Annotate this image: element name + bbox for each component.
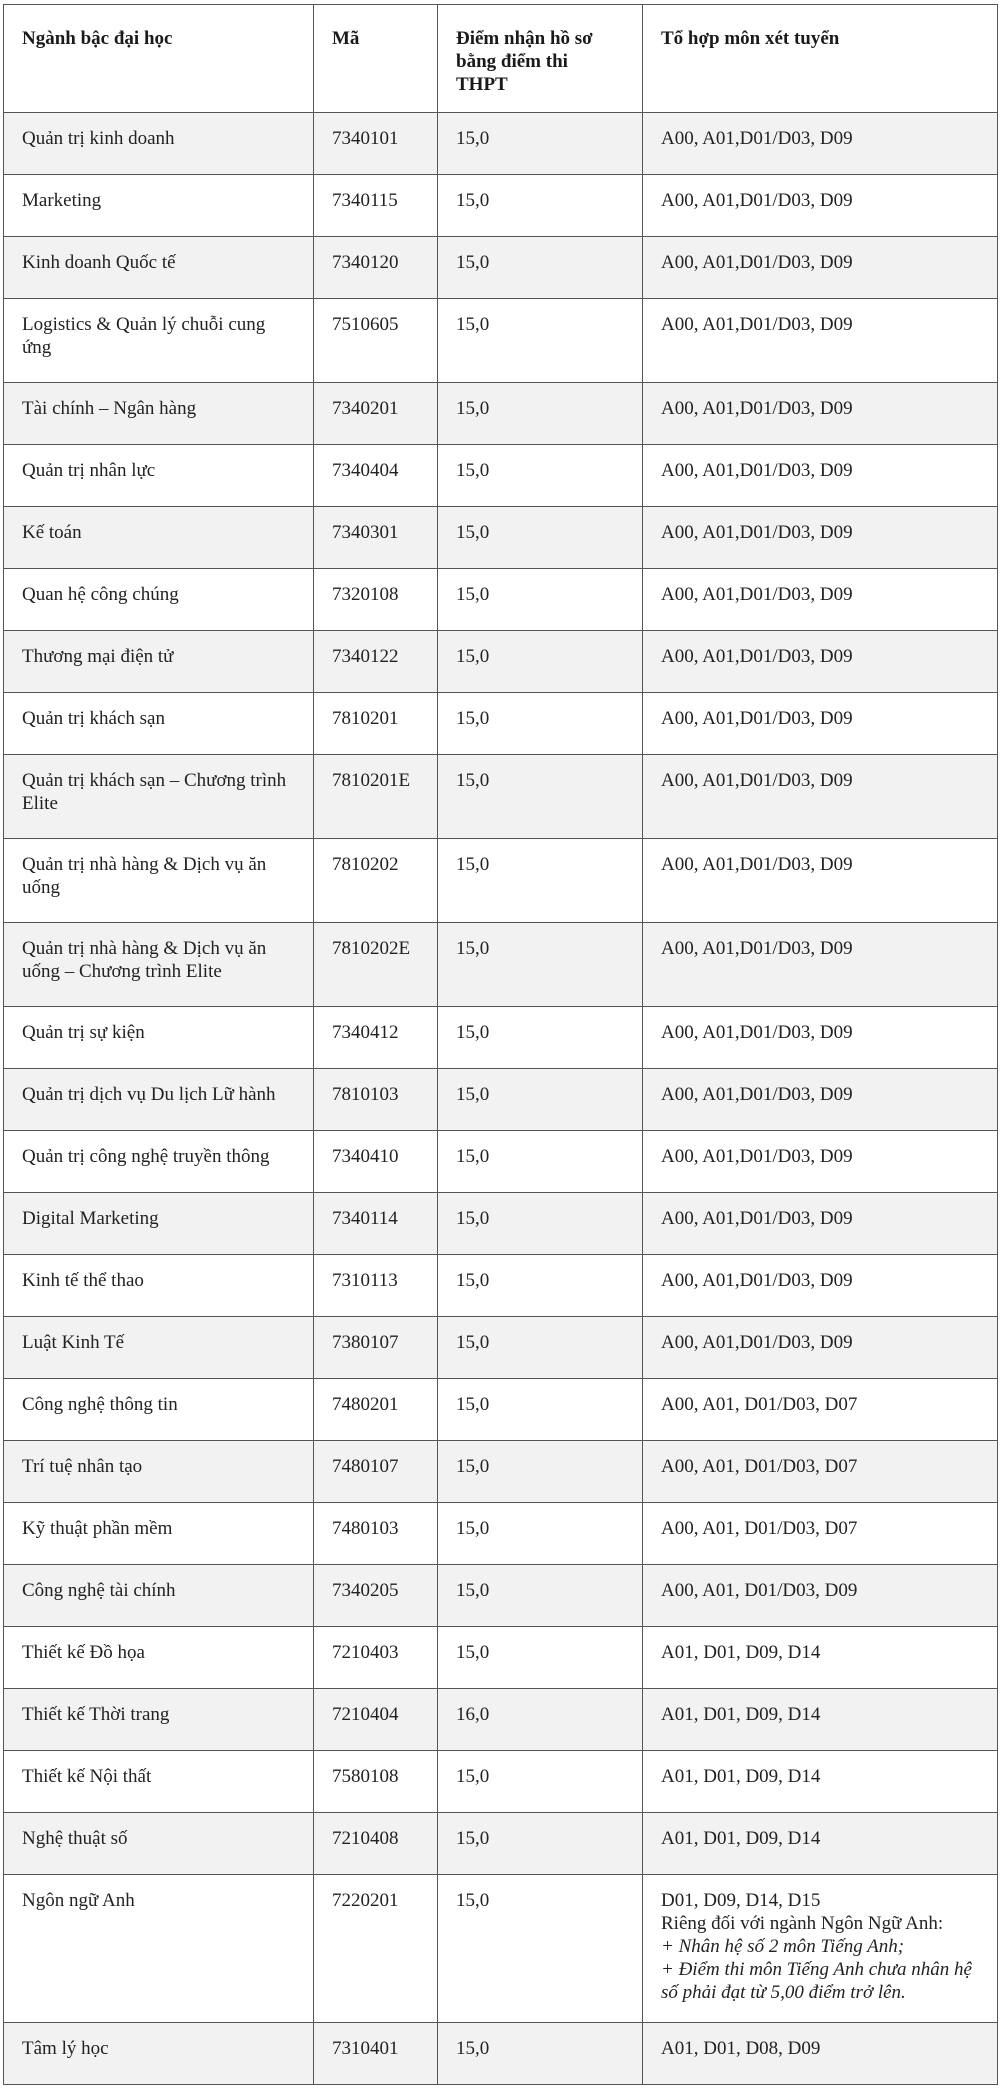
cell-code: 7220201 <box>314 1875 438 2023</box>
cell-major: Thiết kế Thời trang <box>4 1689 314 1751</box>
cell-score: 15,0 <box>438 237 643 299</box>
cell-code: 7380107 <box>314 1317 438 1379</box>
cell-code: 7810201E <box>314 755 438 839</box>
table-row <box>4 1875 998 2023</box>
cell-combo: A00, A01,D01/D03, D09 <box>643 755 998 839</box>
cell-score: 16,0 <box>438 1689 643 1751</box>
cell-major: Công nghệ thông tin <box>4 1379 314 1441</box>
cell-major: Ngôn ngữ Anh <box>4 1875 314 2023</box>
cell-code: 7510605 <box>314 299 438 383</box>
cell-combo: A00, A01,D01/D03, D09 <box>643 631 998 693</box>
cell-major: Quản trị dịch vụ Du lịch Lữ hành <box>4 1069 314 1131</box>
cell-code: 7310113 <box>314 1255 438 1317</box>
table-row <box>4 445 998 507</box>
cell-combo: A01, D01, D09, D14 <box>643 1689 998 1751</box>
table-row <box>4 237 998 299</box>
table-row <box>4 1565 998 1627</box>
table-row <box>4 175 998 237</box>
header-code: Mã <box>314 5 438 113</box>
table-row <box>4 693 998 755</box>
cell-major: Quản trị công nghệ truyền thông <box>4 1131 314 1193</box>
cell-combo: A00, A01,D01/D03, D09 <box>643 113 998 175</box>
cell-major: Kế toán <box>4 507 314 569</box>
cell-combo: A00, A01,D01/D03, D09 <box>643 299 998 383</box>
cell-score: 15,0 <box>438 693 643 755</box>
table-row <box>4 1317 998 1379</box>
table-row <box>4 1379 998 1441</box>
cell-major: Quản trị nhân lực <box>4 445 314 507</box>
cell-major: Kỹ thuật phần mềm <box>4 1503 314 1565</box>
cell-major: Logistics & Quản lý chuỗi cung ứng <box>4 299 314 383</box>
cell-combo: A00, A01,D01/D03, D09 <box>643 839 998 923</box>
cell-score: 15,0 <box>438 755 643 839</box>
cell-code: 7810202E <box>314 923 438 1007</box>
cell-major: Quan hệ công chúng <box>4 569 314 631</box>
table-row <box>4 2023 998 2085</box>
table-row <box>4 1441 998 1503</box>
admission-table <box>3 4 998 2085</box>
cell-combo: A00, A01,D01/D03, D09 <box>643 569 998 631</box>
cell-score: 15,0 <box>438 445 643 507</box>
cell-code: 7480201 <box>314 1379 438 1441</box>
cell-code: 7340115 <box>314 175 438 237</box>
cell-combo: A01, D01, D09, D14 <box>643 1813 998 1875</box>
cell-major: Kinh doanh Quốc tế <box>4 237 314 299</box>
cell-combo: A00, A01,D01/D03, D09 <box>643 923 998 1007</box>
table-row <box>4 569 998 631</box>
cell-combo: A01, D01, D09, D14 <box>643 1751 998 1813</box>
cell-major: Thiết kế Nội thất <box>4 1751 314 1813</box>
cell-score: 15,0 <box>438 2023 643 2085</box>
cell-score: 15,0 <box>438 1255 643 1317</box>
cell-score: 15,0 <box>438 1875 643 2023</box>
cell-code: 7480103 <box>314 1503 438 1565</box>
cell-score: 15,0 <box>438 839 643 923</box>
cell-score: 15,0 <box>438 1007 643 1069</box>
cell-score: 15,0 <box>438 1441 643 1503</box>
cell-major: Nghệ thuật số <box>4 1813 314 1875</box>
cell-code: 7810201 <box>314 693 438 755</box>
cell-combo: A00, A01, D01/D03, D07 <box>643 1441 998 1503</box>
table-row <box>4 1689 998 1751</box>
table-row <box>4 1627 998 1689</box>
cell-score: 15,0 <box>438 1317 643 1379</box>
cell-combo: A00, A01,D01/D03, D09 <box>643 1255 998 1317</box>
cell-score: 15,0 <box>438 923 643 1007</box>
cell-combo: A00, A01,D01/D03, D09 <box>643 693 998 755</box>
cell-score: 15,0 <box>438 383 643 445</box>
cell-score: 15,0 <box>438 1131 643 1193</box>
cell-code: 7340410 <box>314 1131 438 1193</box>
table-row <box>4 383 998 445</box>
cell-combo: A01, D01, D09, D14 <box>643 1627 998 1689</box>
cell-major: Tài chính – Ngân hàng <box>4 383 314 445</box>
cell-score: 15,0 <box>438 1193 643 1255</box>
table-row <box>4 923 998 1007</box>
cell-code: 7810202 <box>314 839 438 923</box>
cell-score: 15,0 <box>438 1379 643 1441</box>
cell-combo: A00, A01,D01/D03, D09 <box>643 507 998 569</box>
cell-score: 15,0 <box>438 175 643 237</box>
table-row <box>4 299 998 383</box>
cell-score: 15,0 <box>438 299 643 383</box>
cell-note-item: + Nhân hệ số 2 môn Tiếng Anh; <box>661 1936 905 1957</box>
cell-major: Quản trị sự kiện <box>4 1007 314 1069</box>
cell-major: Trí tuệ nhân tạo <box>4 1441 314 1503</box>
cell-major: Kinh tế thể thao <box>4 1255 314 1317</box>
header-score: Điểm nhận hồ sơ bằng điểm thi THPT <box>438 5 643 113</box>
cell-score: 15,0 <box>438 507 643 569</box>
cell-major: Quản trị kinh doanh <box>4 113 314 175</box>
cell-combo: A00, A01,D01/D03, D09 <box>643 237 998 299</box>
cell-combo: A00, A01, D01/D03, D07 <box>643 1379 998 1441</box>
cell-score: 15,0 <box>438 1751 643 1813</box>
table-row <box>4 1503 998 1565</box>
cell-code: 7340404 <box>314 445 438 507</box>
table-row <box>4 507 998 569</box>
header-major: Ngành bậc đại học <box>4 5 314 113</box>
table-row <box>4 1131 998 1193</box>
cell-major: Quản trị nhà hàng & Dịch vụ ăn uống <box>4 839 314 923</box>
cell-code: 7210403 <box>314 1627 438 1689</box>
header-combo: Tổ hợp môn xét tuyển <box>643 5 998 113</box>
cell-major: Thiết kế Đồ họa <box>4 1627 314 1689</box>
table-row <box>4 755 998 839</box>
cell-combo: A00, A01,D01/D03, D09 <box>643 1131 998 1193</box>
cell-note: Riêng đối với ngành Ngôn Ngữ Anh: <box>661 1913 944 1934</box>
cell-combo: A00, A01,D01/D03, D09 <box>643 175 998 237</box>
cell-score: 15,0 <box>438 1069 643 1131</box>
cell-score: 15,0 <box>438 1503 643 1565</box>
cell-code: 7480107 <box>314 1441 438 1503</box>
cell-code: 7320108 <box>314 569 438 631</box>
cell-combo: A00, A01,D01/D03, D09 <box>643 1317 998 1379</box>
cell-major: Thương mại điện tử <box>4 631 314 693</box>
cell-combo: A00, A01,D01/D03, D09 <box>643 383 998 445</box>
table-row <box>4 1255 998 1317</box>
cell-code: 7340201 <box>314 383 438 445</box>
cell-code: 7210404 <box>314 1689 438 1751</box>
cell-major: Marketing <box>4 175 314 237</box>
cell-code: 7340122 <box>314 631 438 693</box>
cell-combo: A00, A01,D01/D03, D09 <box>643 1007 998 1069</box>
cell-code: 7810103 <box>314 1069 438 1131</box>
cell-code: 7340205 <box>314 1565 438 1627</box>
table-row <box>4 1751 998 1813</box>
cell-code: 7340412 <box>314 1007 438 1069</box>
cell-code: 7210408 <box>314 1813 438 1875</box>
table-row <box>4 1007 998 1069</box>
cell-score: 15,0 <box>438 1565 643 1627</box>
cell-combo: A00, A01, D01/D03, D07 <box>643 1503 998 1565</box>
cell-code: 7340114 <box>314 1193 438 1255</box>
cell-code: 7340301 <box>314 507 438 569</box>
cell-note-item: + Điểm thi môn Tiếng Anh chưa nhân hệ số phải đạt từ 5,00 điểm trở lên. <box>661 1959 972 2003</box>
cell-code: 7340120 <box>314 237 438 299</box>
table-row <box>4 1193 998 1255</box>
cell-major: Tâm lý học <box>4 2023 314 2085</box>
cell-major: Quản trị nhà hàng & Dịch vụ ăn uống – Chương trình Elite <box>4 923 314 1007</box>
cell-code: 7580108 <box>314 1751 438 1813</box>
table-row <box>4 631 998 693</box>
table-row <box>4 1813 998 1875</box>
table-row <box>4 839 998 923</box>
table-body <box>4 113 998 2085</box>
cell-major: Luật Kinh Tế <box>4 1317 314 1379</box>
cell-major: Digital Marketing <box>4 1193 314 1255</box>
table-row <box>4 113 998 175</box>
table-row <box>4 1069 998 1131</box>
table-header-row <box>4 5 998 113</box>
cell-major: Quản trị khách sạn <box>4 693 314 755</box>
cell-score: 15,0 <box>438 1627 643 1689</box>
cell-combo: D01, D09, D14, D15 Riêng đối với ngành Ngôn Ngữ Anh: + Nhân hệ số 2 môn Tiếng Anh; + Điểm thi môn Tiếng Anh chưa nhân hệ số phải đạt từ 5,00 điểm trở lên. <box>643 1875 998 2023</box>
cell-code: 7310401 <box>314 2023 438 2085</box>
cell-combo: A01, D01, D08, D09 <box>643 2023 998 2085</box>
cell-combo: A00, A01, D01/D03, D09 <box>643 1565 998 1627</box>
cell-score: 15,0 <box>438 113 643 175</box>
cell-major: Quản trị khách sạn – Chương trình Elite <box>4 755 314 839</box>
cell-major: Công nghệ tài chính <box>4 1565 314 1627</box>
cell-score: 15,0 <box>438 1813 643 1875</box>
cell-score: 15,0 <box>438 631 643 693</box>
cell-code: 7340101 <box>314 113 438 175</box>
cell-combo: A00, A01,D01/D03, D09 <box>643 445 998 507</box>
cell-score: 15,0 <box>438 569 643 631</box>
cell-combo: A00, A01,D01/D03, D09 <box>643 1193 998 1255</box>
cell-combo: A00, A01,D01/D03, D09 <box>643 1069 998 1131</box>
